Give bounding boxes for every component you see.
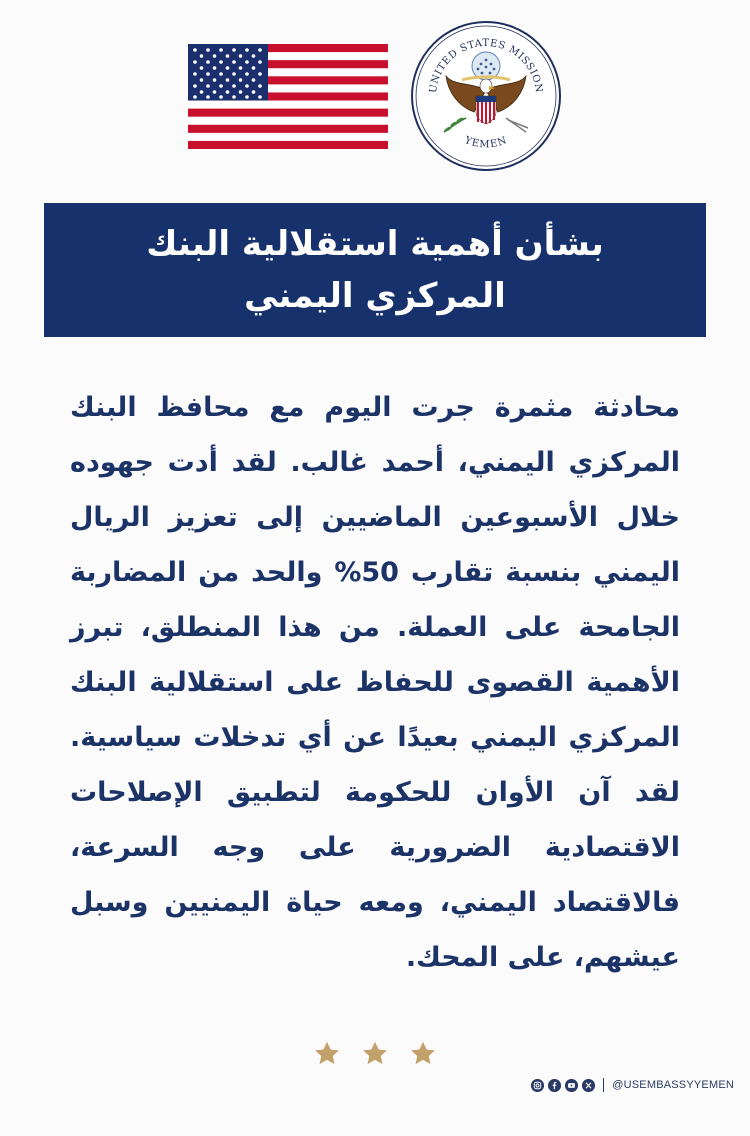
social-handle[interactable]: @USEMBASSYYEMEN (612, 1079, 734, 1091)
youtube-icon[interactable] (565, 1079, 578, 1092)
x-icon[interactable] (582, 1079, 595, 1092)
star-icon (409, 1040, 437, 1068)
title-line-2: المركزي اليمني (244, 276, 506, 316)
seal-bottom-text: YEMEN (462, 134, 510, 151)
seal-top-text: UNITED STATES MISSION (427, 38, 545, 94)
footer-divider (603, 1078, 604, 1092)
title-line-1: بشأن أهمية استقلالية البنك (146, 224, 604, 264)
title-banner (44, 203, 706, 337)
us-mission-seal-icon (410, 20, 562, 172)
statement-body: محادثة مثمرة جرت اليوم مع محافظ البنك المركزي اليمني، أحمد غالب. لقد أدت جهوده خلال الأسبوعين الماضيين إلى تعزيز الريال اليمني بنسبة تقارب 50% والحد من المضاربة الجامحة على العملة. من هذا المنطلق، تبرز الأهمية القصوى للحفاظ على استقلالية البنك المركزي اليمني بعيدًا عن أي تدخلات سياسية. لقد آن الأوان للحكومة لتطبيق الإصلاحات الاقتصادية الضرورية على وجه السرعة، فالاقتصاد اليمني، ومعه حياة اليمنيين وسبل عيشهم، على المحك. (70, 392, 680, 973)
instagram-icon[interactable] (531, 1079, 544, 1092)
social-footer (531, 1074, 734, 1096)
facebook-icon[interactable] (548, 1079, 561, 1092)
decorative-stars (313, 1040, 437, 1070)
us-flag-icon (188, 44, 388, 149)
star-icon (361, 1040, 389, 1068)
star-icon (313, 1040, 341, 1068)
